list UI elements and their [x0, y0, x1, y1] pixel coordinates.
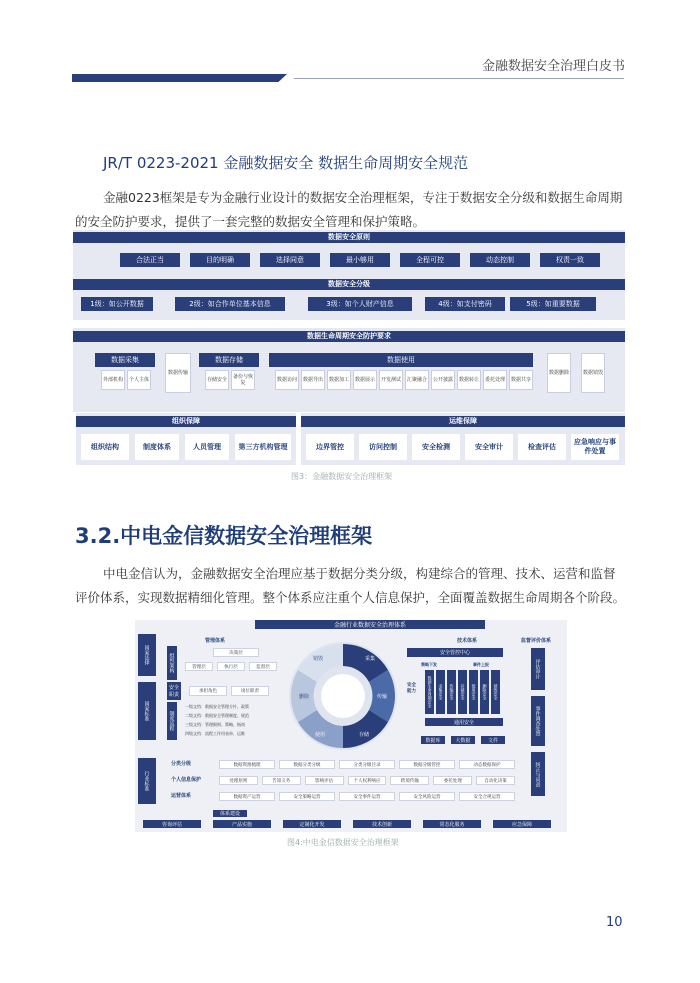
destroy-box: 数据销毁: [581, 353, 605, 393]
principle-item: 合法正当: [120, 253, 180, 267]
page-number: 10: [606, 915, 623, 930]
grading-title: 数据安全分级: [73, 279, 625, 290]
transfer-box: 数据传输: [165, 353, 191, 393]
tech-col: 数据生命周期安全: [425, 670, 434, 714]
cycle-storage: 存储: [359, 732, 370, 738]
eval-item-correction: 纠正与问责: [531, 752, 545, 796]
use-item: 数据展示: [353, 370, 377, 390]
platform-label: 体系建设: [213, 810, 247, 817]
doc-item: 三级文档：管理细则、策略、指南: [185, 722, 245, 727]
row-item: 个人权利响应: [348, 776, 387, 785]
policy-flow: 策略下发: [421, 662, 437, 667]
row-item: 处理原则: [219, 776, 258, 785]
service-item: 咨询评估: [143, 820, 201, 828]
tech-col: 销毁安全: [491, 670, 500, 714]
tech-title: 技术体系: [457, 638, 478, 644]
row-item: 动态数据保护: [459, 760, 515, 769]
row-item: 安全策略运营: [279, 792, 335, 801]
cycle-collect: 采集: [365, 656, 376, 662]
row-item: 数据分级管控: [399, 760, 455, 769]
tech-col: 存储安全: [458, 670, 467, 714]
doc-item: 四级文档：流程工作用表单、运维: [185, 731, 245, 736]
grade-item: 4级：如支付密码: [425, 297, 505, 311]
use-item: 开发测试: [379, 370, 403, 390]
role-label: 安全职责: [167, 682, 181, 700]
tech-general: 通用安全: [425, 718, 503, 726]
ops-item: 安全检测: [412, 434, 460, 460]
collect-item: 外部机构: [101, 370, 125, 390]
doc-item: 一级文档：数据安全管理方针、政策: [185, 704, 249, 709]
tech-col: 传输安全: [447, 670, 456, 714]
eval-title: 监督评价体系: [521, 638, 552, 644]
event-flow: 事件上报: [473, 662, 489, 667]
ops-title: 运维保障: [301, 416, 625, 427]
use-item: 公开披露: [431, 370, 455, 390]
system-process-label: 制度流程: [167, 702, 177, 740]
service-item: 应急保障: [493, 820, 551, 828]
row-label: 运营体系: [171, 793, 192, 799]
fig4-title: 金融行业数据安全治理体系: [255, 620, 485, 629]
storage-title: 数据存储: [199, 353, 259, 367]
tech-center: 安全管控中心: [407, 648, 503, 657]
tech-col: 使用安全: [469, 670, 478, 714]
org-item: 第三方机构管理: [235, 434, 291, 460]
tech-bottom-item: 文件: [481, 736, 505, 744]
cycle-delete: 删除: [299, 694, 310, 700]
row-item: 委托处理: [433, 776, 472, 785]
tech-bottom-item: 大数据: [451, 736, 475, 744]
industry-standard-label: 行业标准: [138, 758, 156, 804]
row-item: 安全风险运营: [399, 792, 455, 801]
role-item: 承担角色: [189, 686, 227, 696]
ops-item: 应急响应与事件处置: [571, 434, 619, 460]
principles-title: 数据安全原则: [73, 232, 625, 243]
tech-ability: 安全能力: [407, 683, 416, 694]
principle-item: 全程可控: [400, 253, 460, 267]
tech-col: 采集安全: [436, 670, 445, 714]
use-item: 数据转让: [457, 370, 481, 390]
cycle-transfer: 传输: [377, 694, 388, 700]
service-item: 产品实施: [213, 820, 271, 828]
cycle-destroy: 销毁: [313, 656, 324, 662]
figure-4: [135, 620, 567, 832]
use-item: 数据访问: [275, 370, 299, 390]
exec-layer: 执行层: [217, 662, 245, 671]
lifecycle-cycle-diagram: [285, 638, 401, 754]
use-item: 委托处理: [483, 370, 507, 390]
org-structure-label: 组织架构: [167, 646, 177, 680]
storage-item: 备份与恢复: [231, 370, 255, 390]
header-title: 金融数据安全治理白皮书: [481, 59, 625, 74]
section-heading: 3.2.中电金信数据安全治理框架: [75, 524, 373, 548]
collect-title: 数据采集: [95, 353, 155, 367]
ops-item: 访问控制: [359, 434, 407, 460]
use-item: 数据导出: [301, 370, 325, 390]
principle-item: 选择同意: [260, 253, 320, 267]
ops-item: 边界管控: [306, 434, 354, 460]
mgmt-layer: 管理层: [185, 662, 213, 671]
tech-col: 删除安全: [480, 670, 489, 714]
row-item: 数据分类分级: [279, 760, 335, 769]
law-label: 国家法律: [138, 634, 156, 676]
row-label: 个人信息保护: [171, 777, 202, 783]
lifecycle-title: 数据生命周期安全防护要求: [73, 331, 625, 342]
cycle-use: 使用: [315, 732, 326, 738]
principle-item: 动态控制: [470, 253, 530, 267]
doc-item: 二级文档：数据安全管理制度、规范: [185, 713, 249, 718]
row-item: 数据资源梳理: [219, 760, 275, 769]
decision-layer: 决策层: [213, 648, 259, 657]
row-item: 自动化决策: [476, 776, 515, 785]
org-item: 人员管理: [185, 434, 229, 460]
row-item: 跨境传输: [390, 776, 429, 785]
row-item: 影响评估: [305, 776, 344, 785]
ops-item: 安全审计: [465, 434, 513, 460]
national-standard-label: 国家标准: [138, 682, 156, 740]
row-item: 告知义务: [262, 776, 301, 785]
delete-box: 数据删除: [547, 353, 571, 393]
grade-item: 5级：如重要数据: [510, 297, 596, 311]
figure-4-caption: 图4:中电金信数据安全治理框架: [287, 838, 399, 847]
org-title: 组织保障: [76, 416, 296, 427]
service-item: 常态化服务: [423, 820, 481, 828]
use-item: 汇聚融合: [405, 370, 429, 390]
figure-3-caption: 图3：金融数据安全治理框架: [291, 472, 393, 481]
tech-bottom-item: 数据库: [421, 736, 445, 744]
row-label: 分类分级: [171, 761, 192, 767]
use-title: 数据使用: [269, 353, 533, 367]
ops-item: 检查评估: [518, 434, 566, 460]
row-item: 分类分级目录: [339, 760, 395, 769]
duty-item: 岗位职责: [231, 686, 269, 696]
service-item: 技术创新: [353, 820, 411, 828]
principle-item: 最小够用: [330, 253, 390, 267]
org-item: 制度体系: [135, 434, 179, 460]
eval-item-audit: 评估审计: [531, 648, 545, 690]
eval-item-investigation: 事件调查处置: [531, 696, 545, 746]
grade-item: 3级：如个人财产信息: [308, 297, 412, 311]
supervise-layer: 监督层: [249, 662, 277, 671]
header-rule: [72, 74, 624, 82]
service-item: 定制化开发: [283, 820, 341, 828]
standard-title: JR/T 0223-2021 金融数据安全 数据生命周期安全规范: [103, 154, 469, 172]
use-item: 数据加工: [327, 370, 351, 390]
mgmt-title: 管理体系: [205, 638, 226, 644]
section-paragraph: 中电金信认为，金融数据安全治理应基于数据分类分级，构建综合的管理、技术、运营和监督评价体系，实现数据精细化管理。整个体系应注重个人信息保护，全面覆盖数据生命周期各个阶段。: [75, 566, 626, 605]
standard-paragraph: 金融0223框架是专为金融行业设计的数据安全治理框架，专注于数据安全分级和数据生命周期的安全防护要求，提供了一套完整的数据安全管理和保护策略。: [75, 190, 623, 229]
grade-item: 2级：如合作单位基本信息: [175, 297, 285, 311]
use-item: 数据共享: [509, 370, 533, 390]
storage-item: 存储安全: [205, 370, 229, 390]
grade-item: 1级：如公开数据: [81, 297, 153, 311]
row-item: 安全合规运营: [459, 792, 515, 801]
org-item: 组织结构: [81, 434, 129, 460]
row-item: 数据资产运营: [219, 792, 275, 801]
principle-item: 权责一致: [540, 253, 600, 267]
row-item: 安全事件运营: [339, 792, 395, 801]
principle-item: 目的明确: [190, 253, 250, 267]
collect-item: 个人主体: [127, 370, 151, 390]
figure-3: [73, 230, 625, 466]
